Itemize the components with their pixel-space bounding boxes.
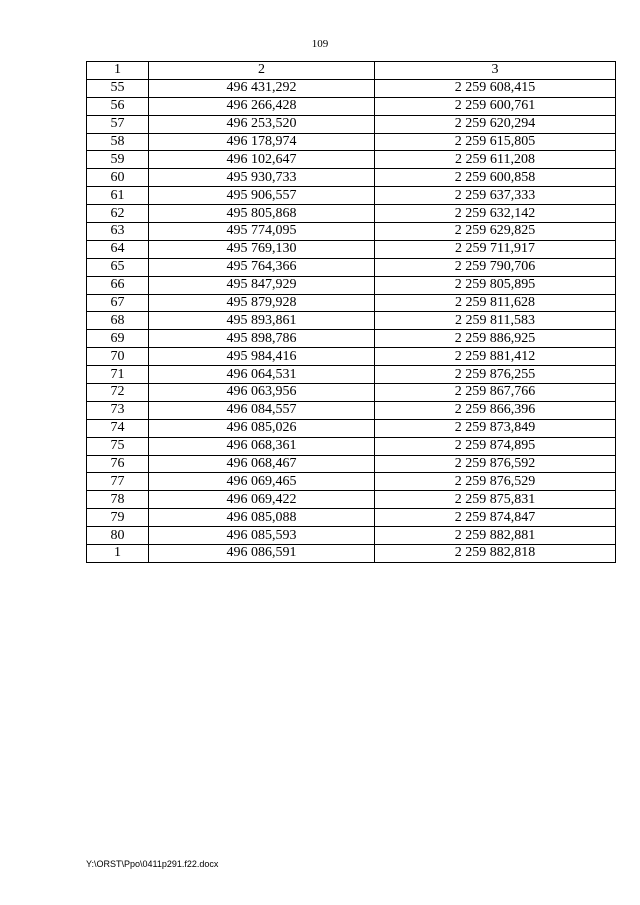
point-number-cell: 1 bbox=[87, 545, 149, 563]
x-coordinate-cell: 495 847,929 bbox=[149, 276, 375, 294]
x-coordinate-cell: 495 906,557 bbox=[149, 187, 375, 205]
point-number-cell: 64 bbox=[87, 240, 149, 258]
x-coordinate-cell: 496 063,956 bbox=[149, 384, 375, 402]
y-coordinate-cell: 2 259 620,294 bbox=[375, 115, 616, 133]
x-coordinate-cell: 495 898,786 bbox=[149, 330, 375, 348]
table-row bbox=[87, 366, 616, 384]
y-coordinate-cell: 2 259 611,208 bbox=[375, 151, 616, 169]
x-coordinate-cell: 496 084,557 bbox=[149, 401, 375, 419]
point-number-cell: 74 bbox=[87, 419, 149, 437]
x-coordinate-cell: 495 879,928 bbox=[149, 294, 375, 312]
x-coordinate-cell: 495 805,868 bbox=[149, 205, 375, 223]
y-coordinate-cell: 2 259 886,925 bbox=[375, 330, 616, 348]
table-body bbox=[87, 79, 616, 562]
point-number-cell: 68 bbox=[87, 312, 149, 330]
y-coordinate-cell: 2 259 790,706 bbox=[375, 258, 616, 276]
point-number-cell: 79 bbox=[87, 509, 149, 527]
y-coordinate-cell: 2 259 876,592 bbox=[375, 455, 616, 473]
column-header-3: 3 bbox=[375, 62, 616, 80]
point-number-cell: 78 bbox=[87, 491, 149, 509]
coordinates-table bbox=[86, 61, 616, 563]
y-coordinate-cell: 2 259 615,805 bbox=[375, 133, 616, 151]
table-row bbox=[87, 169, 616, 187]
table-row bbox=[87, 401, 616, 419]
y-coordinate-cell: 2 259 608,415 bbox=[375, 79, 616, 97]
x-coordinate-cell: 496 068,361 bbox=[149, 437, 375, 455]
table-row bbox=[87, 419, 616, 437]
y-coordinate-cell: 2 259 881,412 bbox=[375, 348, 616, 366]
x-coordinate-cell: 496 253,520 bbox=[149, 115, 375, 133]
point-number-cell: 65 bbox=[87, 258, 149, 276]
table-header-row bbox=[87, 62, 616, 80]
x-coordinate-cell: 496 102,647 bbox=[149, 151, 375, 169]
point-number-cell: 61 bbox=[87, 187, 149, 205]
x-coordinate-cell: 496 069,465 bbox=[149, 473, 375, 491]
y-coordinate-cell: 2 259 876,255 bbox=[375, 366, 616, 384]
table-row bbox=[87, 294, 616, 312]
table-row bbox=[87, 223, 616, 241]
point-number-cell: 55 bbox=[87, 79, 149, 97]
x-coordinate-cell: 495 893,861 bbox=[149, 312, 375, 330]
x-coordinate-cell: 496 085,593 bbox=[149, 527, 375, 545]
table-header bbox=[87, 62, 616, 80]
table-row bbox=[87, 473, 616, 491]
y-coordinate-cell: 2 259 867,766 bbox=[375, 384, 616, 402]
point-number-cell: 69 bbox=[87, 330, 149, 348]
table-row bbox=[87, 348, 616, 366]
y-coordinate-cell: 2 259 632,142 bbox=[375, 205, 616, 223]
table-row bbox=[87, 187, 616, 205]
point-number-cell: 67 bbox=[87, 294, 149, 312]
point-number-cell: 70 bbox=[87, 348, 149, 366]
x-coordinate-cell: 495 774,095 bbox=[149, 223, 375, 241]
y-coordinate-cell: 2 259 873,849 bbox=[375, 419, 616, 437]
point-number-cell: 58 bbox=[87, 133, 149, 151]
point-number-cell: 66 bbox=[87, 276, 149, 294]
y-coordinate-cell: 2 259 637,333 bbox=[375, 187, 616, 205]
y-coordinate-cell: 2 259 866,396 bbox=[375, 401, 616, 419]
point-number-cell: 80 bbox=[87, 527, 149, 545]
table-row bbox=[87, 455, 616, 473]
y-coordinate-cell: 2 259 629,825 bbox=[375, 223, 616, 241]
table-row bbox=[87, 97, 616, 115]
column-header-2: 2 bbox=[149, 62, 375, 80]
y-coordinate-cell: 2 259 805,895 bbox=[375, 276, 616, 294]
table-row bbox=[87, 384, 616, 402]
table-row bbox=[87, 240, 616, 258]
table-row bbox=[87, 330, 616, 348]
y-coordinate-cell: 2 259 711,917 bbox=[375, 240, 616, 258]
x-coordinate-cell: 495 984,416 bbox=[149, 348, 375, 366]
x-coordinate-cell: 496 266,428 bbox=[149, 97, 375, 115]
point-number-cell: 60 bbox=[87, 169, 149, 187]
table-row bbox=[87, 312, 616, 330]
point-number-cell: 57 bbox=[87, 115, 149, 133]
point-number-cell: 76 bbox=[87, 455, 149, 473]
y-coordinate-cell: 2 259 882,881 bbox=[375, 527, 616, 545]
table-row bbox=[87, 79, 616, 97]
y-coordinate-cell: 2 259 600,761 bbox=[375, 97, 616, 115]
x-coordinate-cell: 496 178,974 bbox=[149, 133, 375, 151]
point-number-cell: 73 bbox=[87, 401, 149, 419]
point-number-cell: 62 bbox=[87, 205, 149, 223]
point-number-cell: 56 bbox=[87, 97, 149, 115]
table-row bbox=[87, 437, 616, 455]
table-row bbox=[87, 276, 616, 294]
y-coordinate-cell: 2 259 882,818 bbox=[375, 545, 616, 563]
table-row bbox=[87, 258, 616, 276]
point-number-cell: 72 bbox=[87, 384, 149, 402]
x-coordinate-cell: 496 085,088 bbox=[149, 509, 375, 527]
column-header-1: 1 bbox=[87, 62, 149, 80]
table-row bbox=[87, 151, 616, 169]
y-coordinate-cell: 2 259 876,529 bbox=[375, 473, 616, 491]
point-number-cell: 59 bbox=[87, 151, 149, 169]
y-coordinate-cell: 2 259 811,628 bbox=[375, 294, 616, 312]
table-row bbox=[87, 491, 616, 509]
table-row bbox=[87, 545, 616, 563]
x-coordinate-cell: 495 930,733 bbox=[149, 169, 375, 187]
y-coordinate-cell: 2 259 875,831 bbox=[375, 491, 616, 509]
x-coordinate-cell: 496 069,422 bbox=[149, 491, 375, 509]
x-coordinate-cell: 495 769,130 bbox=[149, 240, 375, 258]
page-number: 109 bbox=[311, 38, 329, 50]
y-coordinate-cell: 2 259 874,895 bbox=[375, 437, 616, 455]
y-coordinate-cell: 2 259 811,583 bbox=[375, 312, 616, 330]
x-coordinate-cell: 496 068,467 bbox=[149, 455, 375, 473]
table-row bbox=[87, 205, 616, 223]
point-number-cell: 75 bbox=[87, 437, 149, 455]
table-row bbox=[87, 509, 616, 527]
table-row bbox=[87, 115, 616, 133]
y-coordinate-cell: 2 259 874,847 bbox=[375, 509, 616, 527]
point-number-cell: 77 bbox=[87, 473, 149, 491]
point-number-cell: 63 bbox=[87, 223, 149, 241]
x-coordinate-cell: 496 085,026 bbox=[149, 419, 375, 437]
x-coordinate-cell: 495 764,366 bbox=[149, 258, 375, 276]
x-coordinate-cell: 496 431,292 bbox=[149, 79, 375, 97]
point-number-cell: 71 bbox=[87, 366, 149, 384]
table-row bbox=[87, 133, 616, 151]
x-coordinate-cell: 496 086,591 bbox=[149, 545, 375, 563]
x-coordinate-cell: 496 064,531 bbox=[149, 366, 375, 384]
footer-file-path: Y:\ORST\Ppo\0411p291.f22.docx bbox=[86, 859, 219, 869]
y-coordinate-cell: 2 259 600,858 bbox=[375, 169, 616, 187]
table-row bbox=[87, 527, 616, 545]
